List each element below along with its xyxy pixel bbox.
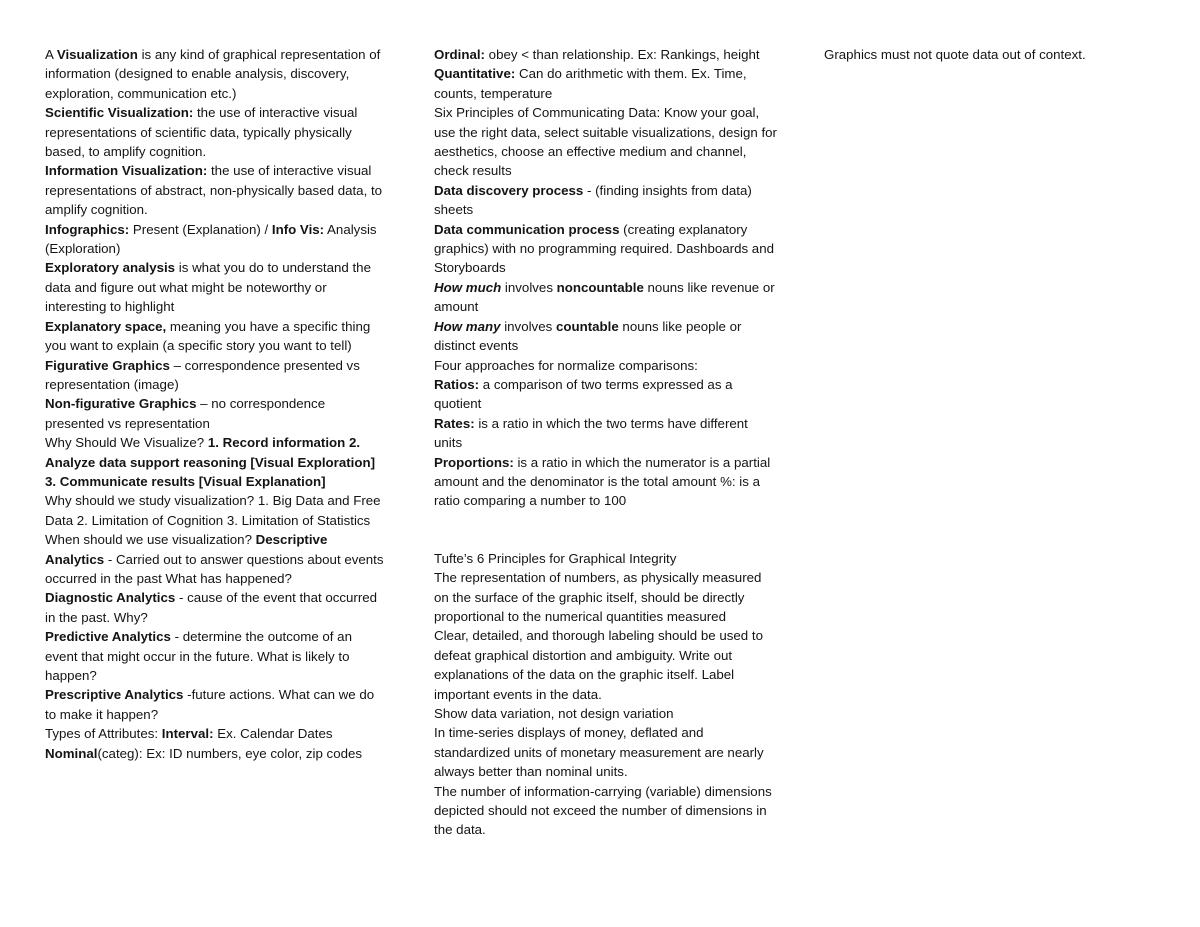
emphasized-text: Rates:	[434, 415, 475, 431]
emphasized-text: countable	[555, 318, 619, 334]
note-text: - cause of the event that occurred in the past. Why?	[45, 590, 378, 625]
note-paragraph	[434, 45, 779, 64]
note-text: Types of Attributes:	[45, 726, 162, 742]
column-left	[45, 45, 385, 763]
note-text: Graphics must not quote data out of context.	[824, 47, 1086, 62]
note-paragraph	[45, 685, 385, 724]
note-paragraph	[434, 317, 779, 356]
note-paragraph	[434, 723, 779, 781]
note-paragraph	[45, 258, 385, 316]
note-paragraph	[434, 356, 779, 375]
note-text: a comparison of two terms expressed as a quotient	[434, 376, 733, 412]
emphasized-text: Ratios:	[434, 376, 480, 392]
note-paragraph	[45, 161, 385, 219]
note-paragraph	[434, 626, 779, 704]
note-paragraph	[434, 568, 779, 626]
note-text: is a ratio in which the numerator is a partial amount and the denominator is the total amount %: is a ratio comparing a number to 100	[434, 454, 771, 509]
note-paragraph	[45, 394, 385, 433]
emphasized-text: Explanatory space,	[45, 318, 167, 334]
note-paragraph	[824, 45, 1154, 64]
emphasized-text: Data discovery process	[434, 182, 584, 198]
emphasized-text: How many	[434, 318, 501, 334]
note-paragraph	[45, 724, 385, 743]
note-paragraph	[434, 181, 779, 220]
note-paragraph	[45, 317, 385, 356]
note-text: Show data variation, not design variation	[434, 706, 674, 721]
emphasized-text: Nominal	[45, 745, 98, 761]
note-paragraph	[45, 103, 385, 161]
note-paragraph	[45, 491, 385, 530]
emphasized-text: Ordinal:	[434, 47, 485, 62]
note-paragraph	[45, 220, 385, 259]
emphasized-text: Info Vis:	[271, 221, 325, 237]
note-text: involves	[501, 279, 557, 295]
note-paragraph	[434, 414, 779, 453]
note-paragraph	[45, 627, 385, 685]
note-text: Clear, detailed, and thorough labeling should be used to defeat graphical distortion and ambiguity. Write out explanations of the data on the graphic itself. Label important events in the data.	[434, 628, 763, 702]
attributes-and-normalization-notes	[434, 45, 779, 511]
note-paragraph	[434, 375, 779, 414]
note-text: When should we use visualization?	[45, 532, 256, 548]
note-text: Four approaches for normalize comparisons:	[434, 357, 698, 373]
note-paragraph	[45, 45, 385, 103]
emphasized-text: Non-figurative Graphics	[45, 396, 197, 412]
emphasized-text: Data communication process	[434, 221, 620, 237]
emphasized-text: Predictive Analytics	[45, 629, 171, 645]
emphasized-text: 1. Record information 2. Analyze data support reasoning [Visual Exploration] 3. Communicate results [Visual Explanation]	[45, 435, 376, 489]
note-paragraph	[434, 278, 779, 317]
note-text: The representation of numbers, as physically measured on the surface of the graphic itself, should be directly proportional to the numerical quantities measured	[434, 570, 762, 624]
emphasized-text: Diagnostic Analytics	[45, 590, 176, 606]
note-paragraph	[434, 103, 779, 181]
note-text: The number of information-carrying (variable) dimensions depicted should not exceed the number of dimensions in the data.	[434, 783, 772, 838]
emphasized-text: Quantitative:	[434, 66, 516, 82]
note-paragraph	[45, 356, 385, 395]
emphasized-text: How much	[434, 279, 502, 295]
note-text: A	[45, 47, 57, 62]
note-text: is a ratio in which the two terms have different units	[434, 415, 748, 451]
note-text: the use of interactive visual representations of scientific data, typically physically based, to amplify cognition.	[45, 105, 358, 160]
note-text: - determine the outcome of an event that might occur in the future. What is likely to happen?	[45, 629, 352, 683]
note-paragraph	[434, 782, 779, 840]
emphasized-text: Figurative Graphics	[45, 357, 170, 373]
note-paragraph	[434, 549, 779, 568]
note-text: – no correspondence presented vs representation	[45, 396, 326, 431]
note-paragraph	[45, 433, 385, 491]
note-text: nouns like people or distinct events	[434, 318, 742, 354]
note-paragraph	[434, 453, 779, 511]
note-paragraph	[434, 704, 779, 723]
note-text: the use of interactive visual representations of abstract, non-physically based data, to amplify cognition.	[45, 163, 383, 218]
column-middle	[434, 45, 779, 840]
emphasized-text: Proportions:	[434, 454, 514, 470]
note-paragraph	[45, 530, 385, 588]
note-text: - Carried out to answer questions about events occurred in the past What has happened?	[45, 551, 384, 586]
note-paragraph	[434, 64, 779, 103]
note-text: Why Should We Visualize?	[45, 435, 208, 451]
note-text: Analysis (Exploration)	[45, 221, 377, 257]
note-text: obey < than relationship. Ex: Rankings, height	[484, 47, 760, 62]
note-text: nouns like revenue or amount	[434, 279, 775, 315]
section-gap	[434, 511, 779, 549]
emphasized-text: Exploratory analysis	[45, 260, 176, 276]
note-text: is what you do to understand the data and figure out what might be noteworthy or interesting to highlight	[45, 260, 371, 315]
note-text: Tufte’s 6 Principles for Graphical Integrity	[434, 550, 677, 566]
note-text: Why should we study visualization? 1. Big Data and Free Data 2. Limitation of Cognition 3. Limitation of Statistics	[45, 493, 381, 528]
note-text: – correspondence presented vs representation (image)	[45, 357, 360, 392]
note-text: involves	[500, 318, 556, 334]
note-paragraph	[45, 744, 385, 763]
tufte-principles-notes	[434, 549, 779, 840]
note-text: Six Principles of Communicating Data: Know your goal, use the right data, select suitable visualizations, design for aesthetics, choose an effective medium and channel, check results	[434, 105, 777, 179]
note-text: is any kind of graphical representation of information (designed to enable analysis, discovery, exploration, communication etc.)	[45, 47, 381, 101]
note-text: Present (Explanation) /	[129, 221, 272, 237]
note-text: In time-series displays of money, deflated and standardized units of monetary measurement are nearly always better than nominal units.	[434, 725, 764, 780]
emphasized-text: Scientific Visualization:	[45, 105, 194, 121]
note-text: -future actions. What can we do to make it happen?	[45, 687, 375, 722]
note-paragraph	[434, 220, 779, 278]
emphasized-text: Prescriptive Analytics	[45, 687, 184, 703]
emphasized-text: Interval:	[161, 726, 214, 742]
emphasized-text: Infographics:	[45, 221, 130, 237]
note-text: Ex. Calendar Dates	[213, 726, 333, 742]
emphasized-text: Information Visualization:	[45, 163, 208, 179]
emphasized-text: Descriptive Analytics	[45, 532, 328, 567]
note-text: - (finding insights from data) sheets	[434, 182, 752, 218]
note-text: meaning you have a specific thing you want to explain (a specific story you want to tell)	[45, 318, 371, 354]
note-paragraph	[45, 588, 385, 627]
emphasized-text: Visualization	[56, 47, 138, 62]
note-text: Can do arithmetic with them. Ex. Time, counts, temperature	[434, 66, 747, 101]
emphasized-text: noncountable	[556, 279, 644, 295]
note-text: (creating explanatory graphics) with no programming required. Dashboards and Storyboards	[434, 221, 774, 276]
column-right	[824, 45, 1154, 64]
note-text: (categ): Ex: ID numbers, eye color, zip codes	[97, 745, 363, 761]
